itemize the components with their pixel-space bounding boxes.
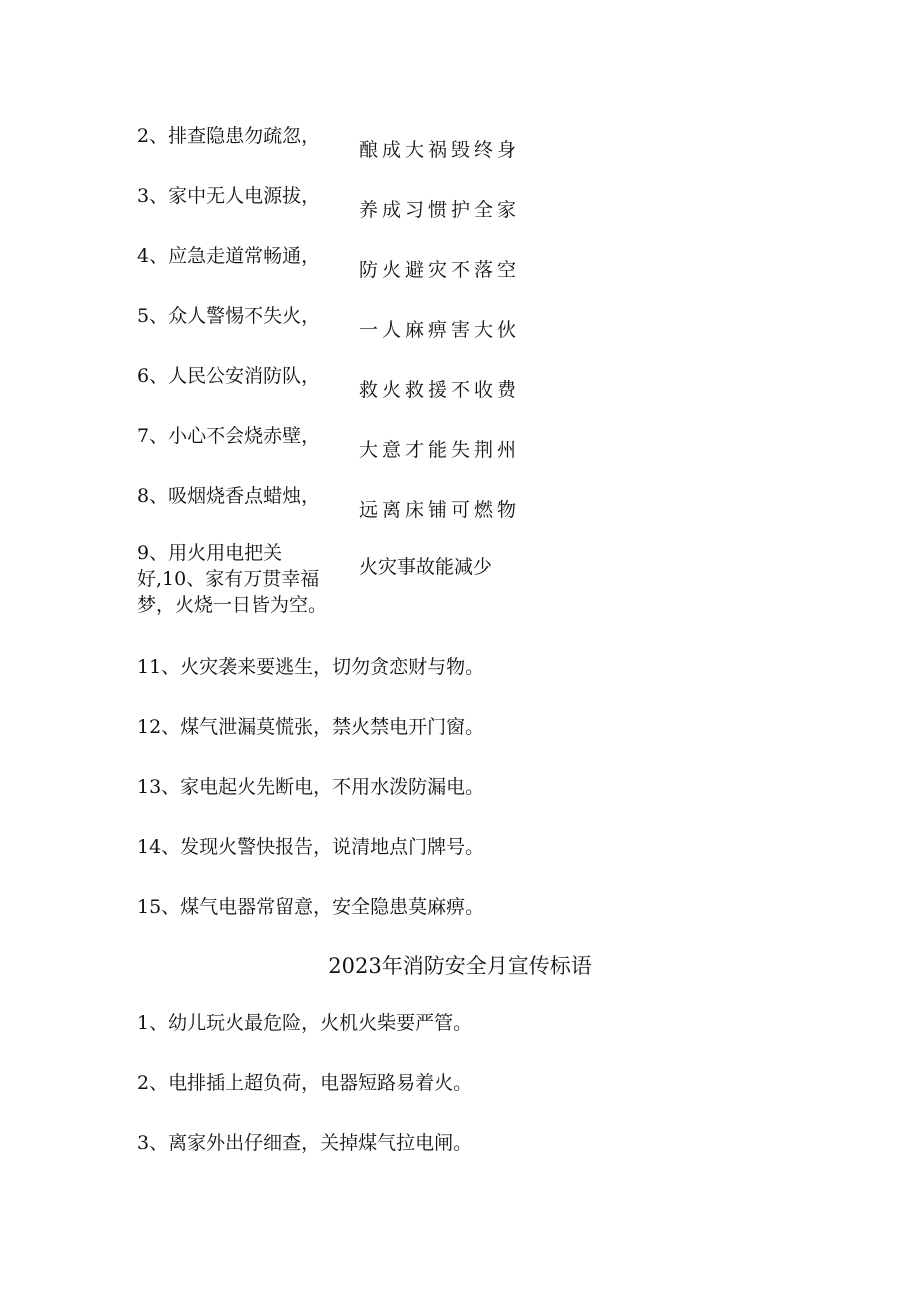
slogan-right: 酿成大祸毁终身 <box>359 139 521 161</box>
slogan-left-line: 9、用火用电把关 <box>137 542 283 564</box>
section-heading: 2023年消防安全月宣传标语 <box>328 954 592 978</box>
slogan-line-11: 11、火灾袭来要逃生，切勿贪恋财与物。 <box>137 656 485 678</box>
slogan-left: 7、小心不会烧赤壁， <box>137 425 321 447</box>
slogan-pair-3 <box>137 184 557 236</box>
slogan-left-line: 梦，火烧一日皆为空。 <box>137 594 328 616</box>
slogan-line-13: 13、家电起火先断电，不用水泼防漏电。 <box>137 776 485 798</box>
slogan-right: 养成习惯护全家 <box>359 199 521 221</box>
slogan-line-12: 12、煤气泄漏莫慌张，禁火禁电开门窗。 <box>137 716 485 738</box>
slogan-right: 远离床铺可燃物 <box>359 499 521 521</box>
slogan-pair-9-10 <box>137 540 557 630</box>
slogan-left: 8、吸烟烧香点蜡烛， <box>137 485 321 507</box>
slogan-pair-6 <box>137 364 557 416</box>
slogan-pair-8 <box>137 484 557 536</box>
slogan-pair-7 <box>137 424 557 476</box>
slogan-left: 4、应急走道常畅通， <box>137 245 321 267</box>
slogan-right: 防火避灾不落空 <box>359 259 521 281</box>
slogan-left: 2、排查隐患勿疏忽， <box>137 125 321 147</box>
slogan-line-14: 14、发现火警快报告，说清地点门牌号。 <box>137 836 485 858</box>
slogan-left: 3、家中无人电源拔， <box>137 185 321 207</box>
slogan-left: 6、人民公安消防队， <box>137 365 321 387</box>
slogan-pair-2 <box>137 124 557 176</box>
slogan-left-multiline <box>137 540 337 618</box>
slogan-right: 一人麻痹害大伙 <box>359 319 521 341</box>
slogan-right: 火灾事故能减少 <box>359 556 493 578</box>
slogan-left-line: 好,10、家有万贯幸福 <box>137 568 320 590</box>
slogan-right: 大意才能失荆州 <box>359 439 521 461</box>
slogan-line-s2-1: 1、幼儿玩火最危险，火机火柴要严管。 <box>137 1012 473 1034</box>
slogan-pair-4 <box>137 244 557 296</box>
slogan-line-s2-3: 3、离家外出仔细查，关掉煤气拉电闸。 <box>137 1132 473 1154</box>
slogan-line-15: 15、煤气电器常留意，安全隐患莫麻痹。 <box>137 896 485 918</box>
slogan-right: 救火救援不收费 <box>359 379 521 401</box>
slogan-left: 5、众人警惕不失火， <box>137 305 321 327</box>
slogan-line-s2-2: 2、电排插上超负荷，电器短路易着火。 <box>137 1072 473 1094</box>
slogan-pair-5 <box>137 304 557 356</box>
